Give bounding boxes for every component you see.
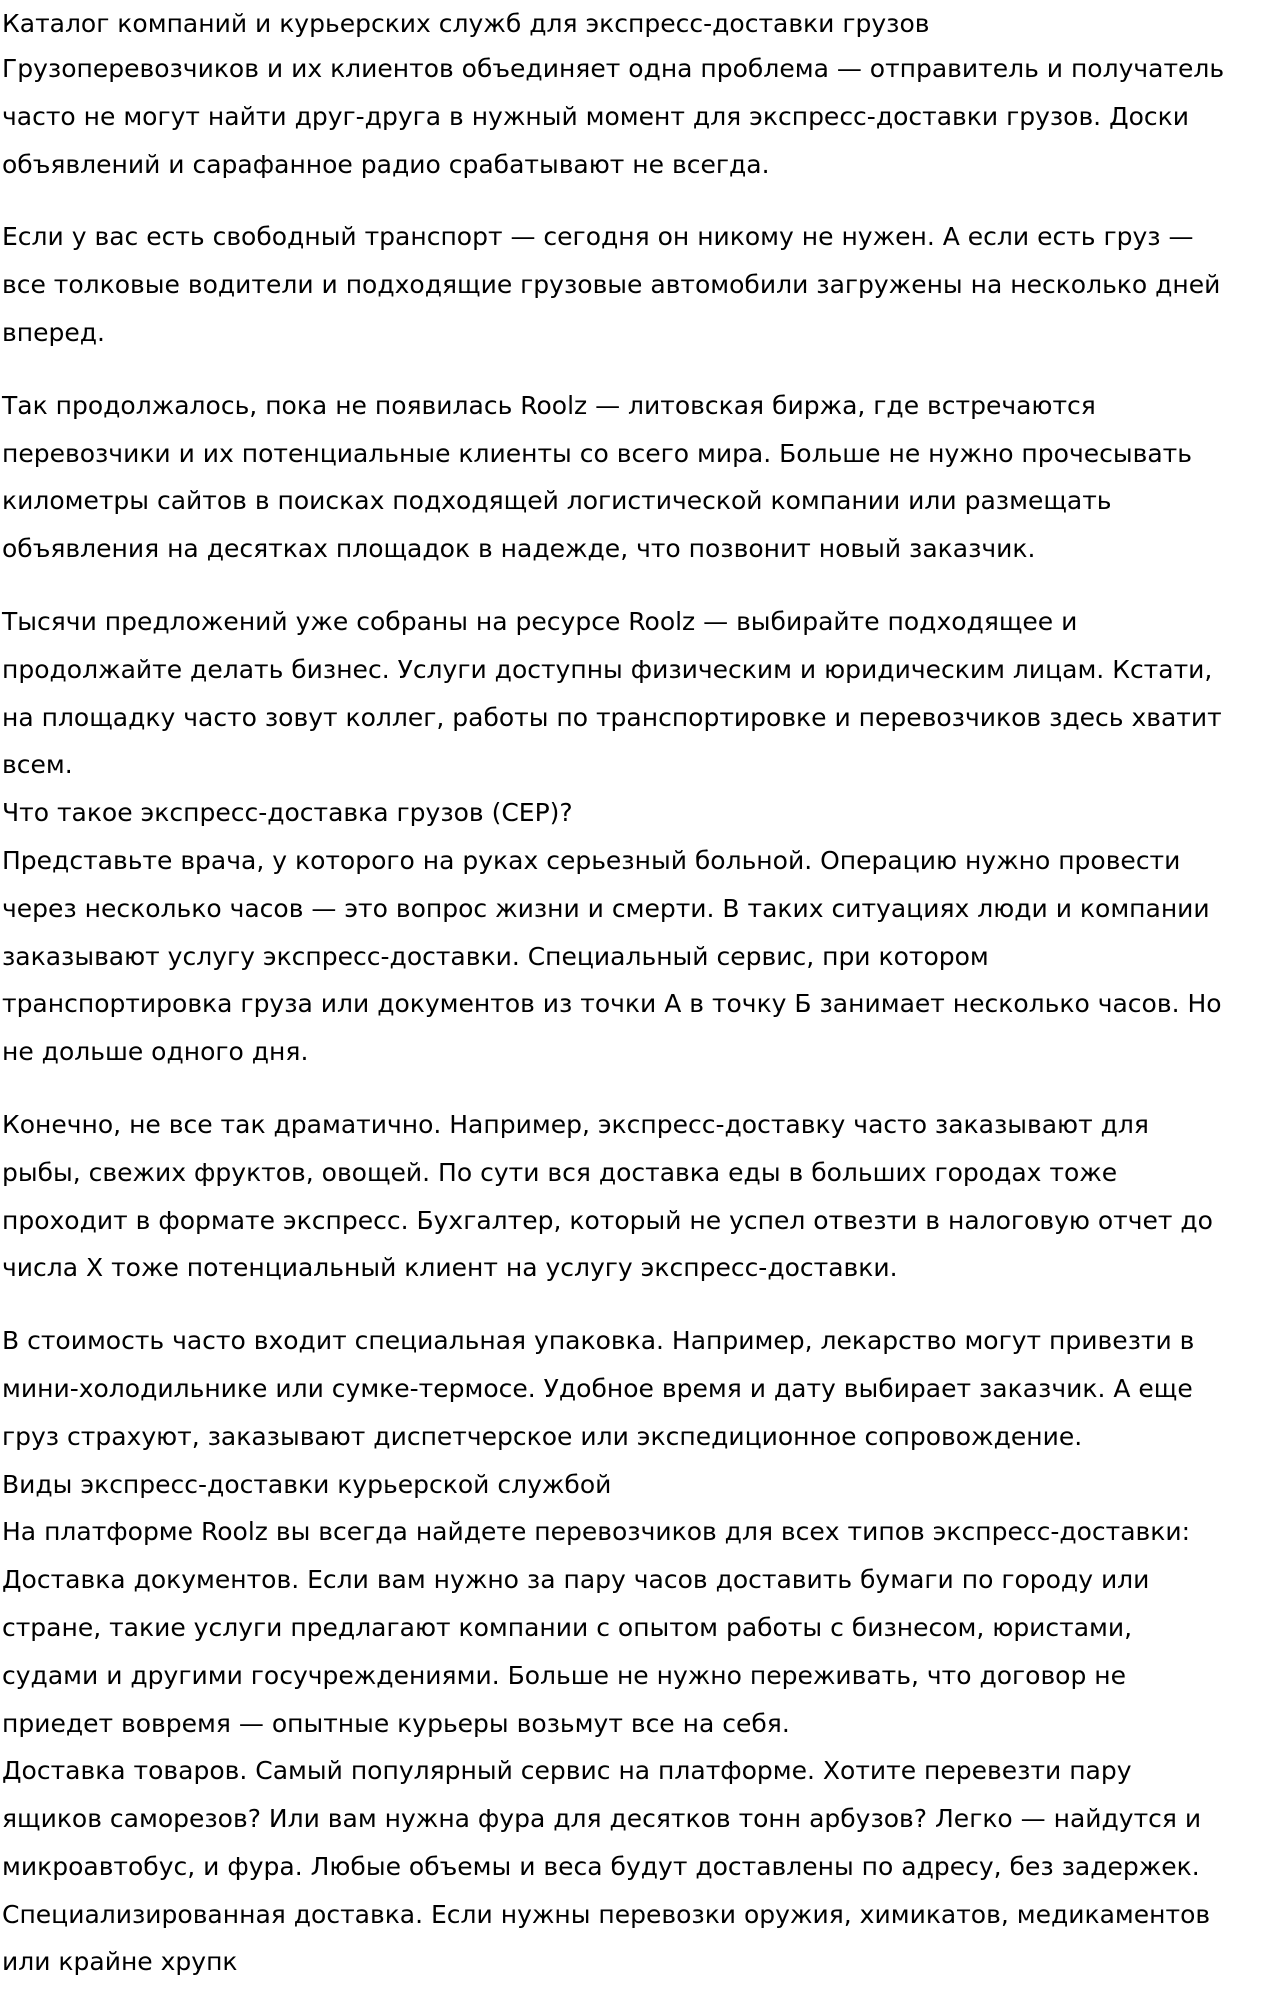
cep-paragraph-2: Конечно, не все так драматично. Например, экспресс-доставку часто заказывают для рыбы, свежих фруктов, овощей. По сути вся доставка еды в больших городах тоже проходит в формате экспресс. Бухгалтер, который не успел отвезти в налоговую отчет до числа X тоже потенциальный клиент на услугу экспресс-доставки. <box>2 1109 1213 1283</box>
section-heading-delivery-types: Виды экспресс-доставки курьерской службой <box>2 1469 612 1499</box>
intro-paragraph-2: Если у вас есть свободный транспорт — сегодня он никому не нужен. А если есть груз — все толковые водители и подходящие грузовые автомобили загружены на несколько дней вперед. <box>2 222 1221 347</box>
intro-paragraph-4: Тысячи предложений уже собраны на ресурсе Roolz — выбирайте подходящее и продолжайте делать бизнес. Услуги доступны физическим и юридическим лицам. Кстати, на площадку часто зовут коллег, работы по транспортировке и перевозчиков здесь хватит всем. <box>2 606 1222 780</box>
delivery-type-documents: Доставка документов. Если вам нужно за пару часов доставить бумаги по городу или стране, такие услуги предлагают компании с опытом работы с бизнесом, юристами, судами и другими госучреждениями. Больше не нужно переживать, что договор не приедет вовремя — опытные курьеры возьмут все на себя. <box>2 1565 1150 1738</box>
cep-paragraph-3: В стоимость часто входит специальная упаковка. Например, лекарство могут привезти в мини-холодильнике или сумке-термосе. Удобное время и дату выбирает заказчик. А еще груз страхуют, заказывают диспетчерское или экспедиционное сопровождение. <box>2 1326 1195 1451</box>
delivery-type-specialized: Специализированная доставка. Если нужны перевозки оружия, химикатов, медикаментов или крайне хрупк <box>2 1899 1211 1977</box>
delivery-types-lead: На платформе Roolz вы всегда найдете перевозчиков для всех типов экспресс-доставки: <box>2 1517 1191 1547</box>
page-title: Каталог компаний и курьерских служб для экспресс-доставки грузов <box>2 9 930 38</box>
intro-paragraph-1: Грузоперевозчиков и их клиентов объединяет одна проблема — отправитель и получатель часто не могут найти друг-друга в нужный момент для экспресс-доставки грузов. Доски объявлений и сарафанное радио срабатывают не всегда. <box>2 54 1225 179</box>
cep-paragraph-1: Представьте врача, у которого на руках серьезный больной. Операцию нужно провести через несколько часов — это вопрос жизни и смерти. В таких ситуациях люди и компании заказывают услугу экспресс-доставки. Специальный сервис, при котором транспортировка груза или документов из точки А в точку Б занимает несколько часов. Но не дольше одного дня. <box>2 845 1222 1067</box>
intro-paragraph-3: Так продолжалось, пока не появилась Roolz — литовская биржа, где встречаются перевозчики и их потенциальные клиенты со всего мира. Больше не нужно прочесывать километры сайтов в поисках подходящей логистической компании или размещать объявления на десятках площадок в надежде, что позвонит новый заказчик. <box>2 390 1192 564</box>
delivery-type-goods: Доставка товаров. Самый популярный сервис на платформе. Хотите перевезти пару ящиков саморезов? Или вам нужна фура для десятков тонн арбузов? Легко — найдутся и микроавтобус, и фура. Любые объемы и веса будут доставлены по адресу, без задержек. <box>2 1756 1202 1881</box>
section-heading-what-is-cep: Что такое экспресс-доставка грузов (CEP)? <box>2 798 573 828</box>
